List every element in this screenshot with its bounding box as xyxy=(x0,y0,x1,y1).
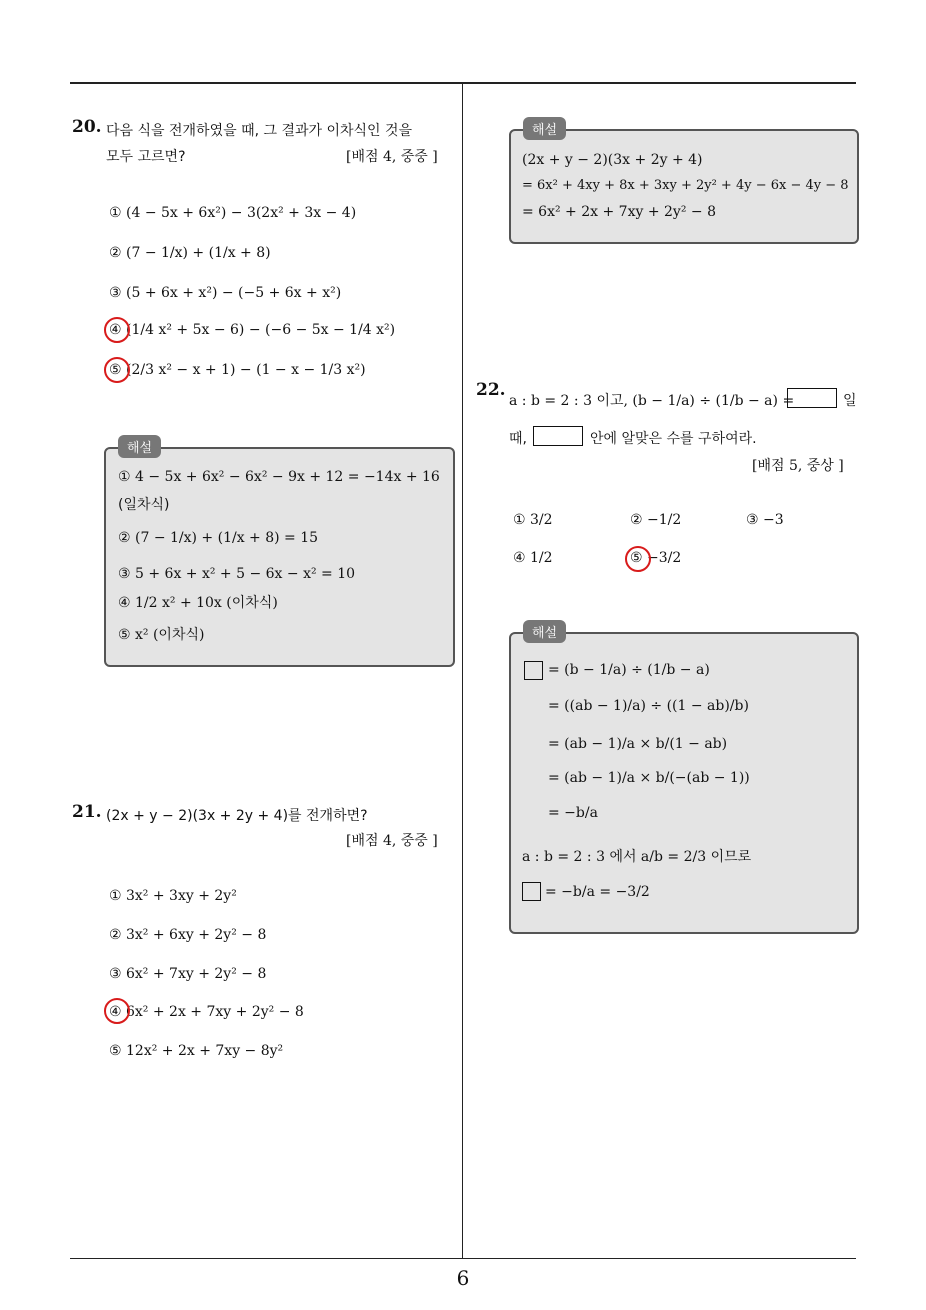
q20-solution-badge: 해설 xyxy=(118,435,161,458)
q21-solution-badge: 해설 xyxy=(523,117,566,140)
q22-answer-blank-2 xyxy=(533,426,583,446)
q22-solution-line-6: a : b = 2 : 3 에서 a/b = 2/3 이므로 xyxy=(522,849,752,865)
question-21-number: 21. xyxy=(72,802,102,822)
answer-mark-q20-5 xyxy=(104,357,130,383)
question-20-number: 20. xyxy=(72,117,102,137)
q20-solution-line-1: ① 4 − 5x + 6x² − 6x² − 9x + 12 = −14x + 16 xyxy=(118,469,440,485)
answer-mark-q22-5 xyxy=(625,546,651,572)
q22-solution-line-5: = −b/a xyxy=(548,805,598,821)
q22-solution-line-7: = −b/a = −3/2 xyxy=(545,884,650,900)
question-20-text-line1: 다음 식을 전개하였을 때, 그 결과가 이차식인 것을 xyxy=(106,123,413,139)
q22-solution-line-1: = (b − 1/a) ÷ (1/b − a) xyxy=(548,662,710,678)
q22-solution-badge: 해설 xyxy=(523,620,566,643)
q22-option-5[interactable]: ⑤ −3/2 xyxy=(630,550,682,566)
q20-option-3[interactable]: ③ (5 + 6x + x²) − (−5 + 6x + x²) xyxy=(109,285,342,301)
question-22-text-c: 때, xyxy=(509,431,527,447)
q20-solution-line-6: ⑤ x² (이차식) xyxy=(118,627,205,643)
q20-solution-line-4: ③ 5 + 6x + x² + 5 − 6x − x² = 10 xyxy=(118,566,356,582)
q20-option-1[interactable]: ① (4 − 5x + 6x²) − 3(2x² + 3x − 4) xyxy=(109,205,357,221)
top-rule xyxy=(70,82,856,84)
q22-solution-line-3: = (ab − 1)/a × b/(1 − ab) xyxy=(548,736,728,752)
column-divider xyxy=(462,84,463,1259)
q20-option-2[interactable]: ② (7 − 1/x) + (1/x + 8) xyxy=(109,245,271,261)
q20-option-5[interactable]: ⑤ (2/3 x² − x + 1) − (1 − x − 1/3 x²) xyxy=(109,362,366,378)
question-20-score: [배점 4, 중중 ] xyxy=(346,149,438,165)
page-number: 6 xyxy=(456,1266,470,1290)
q22-option-1[interactable]: ① 3/2 xyxy=(513,512,553,528)
q21-option-5[interactable]: ⑤ 12x² + 2x + 7xy − 8y² xyxy=(109,1043,284,1059)
q22-option-3[interactable]: ③ −3 xyxy=(746,512,784,528)
q22-option-2[interactable]: ② −1/2 xyxy=(630,512,682,528)
q20-solution-line-5: ④ 1/2 x² + 10x (이차식) xyxy=(118,595,278,611)
q21-option-2[interactable]: ② 3x² + 6xy + 2y² − 8 xyxy=(109,927,267,943)
question-22-number: 22. xyxy=(476,380,506,400)
question-20-text-line2: 모두 고르면? xyxy=(106,149,186,165)
q21-solution-line-3: = 6x² + 2x + 7xy + 2y² − 8 xyxy=(522,204,716,220)
q22-solution-box-symbol-1 xyxy=(524,661,543,680)
q20-solution-line-3: ② (7 − 1/x) + (1/x + 8) = 15 xyxy=(118,530,319,546)
q20-solution-line-2: (일차식) xyxy=(118,497,170,513)
bottom-rule xyxy=(70,1258,856,1259)
question-22-text-d: 안에 알맞은 수를 구하여라. xyxy=(590,431,757,447)
q22-solution-box-symbol-2 xyxy=(522,882,541,901)
q21-solution-line-1: (2x + y − 2)(3x + 2y + 4) xyxy=(522,152,703,168)
q22-option-4[interactable]: ④ 1/2 xyxy=(513,550,553,566)
question-22-text-b: 일 xyxy=(843,393,857,409)
question-22-text-a: a : b = 2 : 3 이고, (b − 1/a) ÷ (1/b − a) = xyxy=(509,393,795,409)
q20-option-4[interactable]: ④ (1/4 x² + 5x − 6) − (−6 − 5x − 1/4 x²) xyxy=(109,322,396,338)
q22-solution-line-4: = (ab − 1)/a × b/(−(ab − 1)) xyxy=(548,770,750,786)
question-21-score: [배점 4, 중중 ] xyxy=(346,833,438,849)
q21-option-1[interactable]: ① 3x² + 3xy + 2y² xyxy=(109,888,237,904)
question-21-text: (2x + y − 2)(3x + 2y + 4)를 전개하면? xyxy=(106,808,368,824)
answer-mark-q20-4 xyxy=(104,317,130,343)
q21-option-4[interactable]: ④ 6x² + 2x + 7xy + 2y² − 8 xyxy=(109,1004,304,1020)
q22-solution-line-2: = ((ab − 1)/a) ÷ ((1 − ab)/b) xyxy=(548,698,749,714)
question-22-score: [배점 5, 중상 ] xyxy=(752,458,844,474)
q21-solution-line-2: = 6x² + 4xy + 8x + 3xy + 2y² + 4y − 6x − 4y − 8 xyxy=(522,178,849,193)
q21-option-3[interactable]: ③ 6x² + 7xy + 2y² − 8 xyxy=(109,966,267,982)
q22-answer-blank-1 xyxy=(787,388,837,408)
answer-mark-q21-4 xyxy=(104,998,130,1024)
